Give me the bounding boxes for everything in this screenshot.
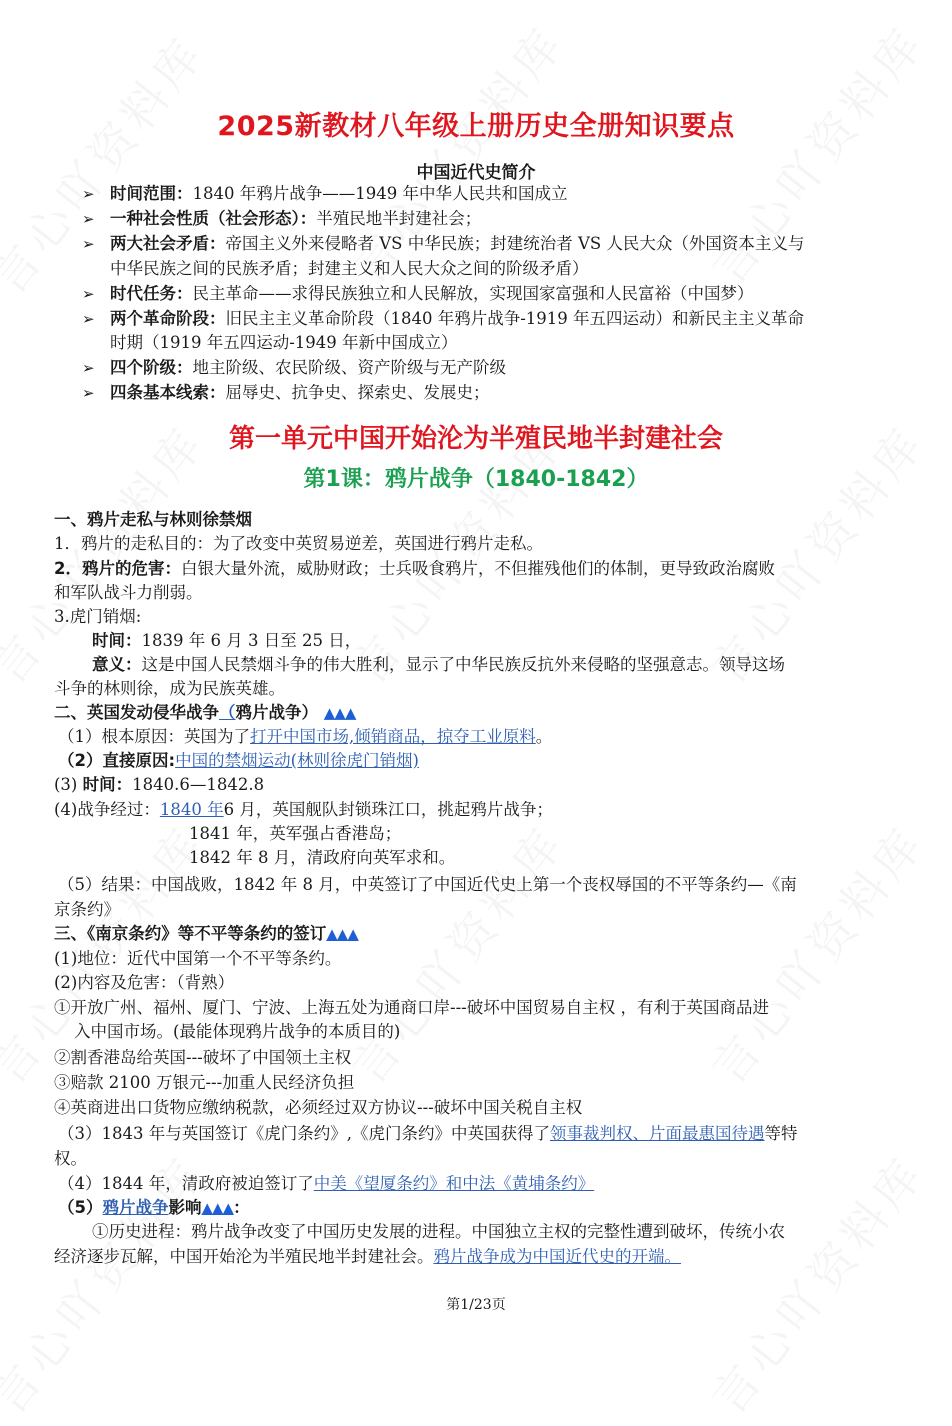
heading-text: 三、《南京条约》等不平等条约的签订	[54, 924, 327, 943]
text: 6 月，英国舰队封锁珠江口，挑起鸦片战争；	[223, 800, 553, 819]
bullet-label: 四条基本线索：	[110, 383, 226, 402]
intro-bullet	[82, 282, 754, 306]
paragraph	[58, 1196, 250, 1220]
bullet-label: 四个阶级：	[110, 358, 193, 377]
section-heading	[54, 701, 355, 725]
paragraph	[54, 798, 553, 822]
text: 1840.6—1842.8	[132, 775, 265, 794]
heading-link[interactable]: （	[219, 703, 236, 722]
link[interactable]: 领事裁判权、片面最惠国待遇	[549, 1124, 765, 1143]
bullet-text: 地主阶级、农民阶级、资产阶级与无产阶级	[192, 358, 506, 377]
text: (4)战争经过：	[54, 800, 160, 819]
paragraph: (2)内容及危害：（背熟）	[54, 973, 235, 992]
bullet-text: 1840 年鸦片战争——1949 年中华人民共和国成立	[192, 184, 568, 203]
bullet-text: 民主革命——求得民族独立和人民解放，实现国家富强和人民富裕（中国梦）	[192, 284, 754, 303]
paragraph: 1．鸦片的走私目的：为了改变中英贸易逆差，英国进行鸦片走私。	[54, 534, 543, 553]
link[interactable]: 中美《望厦条约》和中法《黄埔条约》	[313, 1174, 595, 1193]
lesson-title: 第1课：鸦片战争（1840-1842）	[303, 467, 649, 492]
paragraph	[54, 773, 264, 797]
text: 1839 年 6 月 3 日至 25 日，	[141, 631, 362, 650]
list-item: ②割香港岛给英国---破坏了中国领土主权	[54, 1048, 352, 1067]
label: 2．鸦片的危害：	[54, 559, 181, 578]
link[interactable]: 1840 年	[159, 800, 224, 819]
arrowhead-bullet-icon: ➢	[82, 359, 95, 377]
link[interactable]: 鸦片战争	[102, 1198, 169, 1217]
link[interactable]: 打开中国市场,倾销商品，掠夺工业原料	[250, 727, 536, 746]
arrowhead-bullet-icon: ➢	[82, 384, 95, 402]
paragraph	[54, 557, 775, 581]
paragraph: ①历史进程：鸦片战争改变了中国历史发展的进程。中国独立主权的完整性遭到破坏，传统小农	[92, 1222, 785, 1241]
paragraph-continuation: 和军队战斗力削弱。	[54, 583, 203, 602]
bullet-continuation: 中华民族之间的民族矛盾；封建主义和人民大众之间的阶级矛盾）	[110, 259, 589, 278]
bullet-text: 屈辱史、抗争史、探索史、发展史；	[225, 383, 490, 402]
label: （2）直接原因:	[58, 751, 176, 770]
paragraph	[92, 629, 361, 653]
intro-bullet	[82, 381, 490, 405]
label: 时间：	[82, 775, 133, 794]
paragraph	[58, 725, 552, 749]
paragraph-continuation: 京条约》	[54, 900, 120, 919]
importance-triangles-icon: ▲▲▲	[326, 925, 358, 943]
link[interactable]: 中国的禁烟运动(林则徐虎门销烟)	[175, 751, 419, 770]
main-title: 2025新教材八年级上册历史全册知识要点	[217, 111, 735, 142]
importance-triangles-icon: ▲▲▲	[201, 1199, 234, 1217]
paragraph	[58, 1172, 594, 1196]
paragraph: (1)地位：近代中国第一个不平等条约。	[54, 949, 342, 968]
heading-text: 鸦片战争）	[235, 703, 318, 722]
intro-title: 中国近代史简介	[416, 163, 536, 183]
bullet-label: 两个革命阶段：	[110, 309, 226, 328]
section-heading	[54, 922, 358, 946]
bullet-text: 帝国主义外来侵略者 VS 中华民族；封建统治者 VS 人民大众（外国资本主义与	[225, 234, 805, 253]
paragraph	[92, 653, 785, 677]
arrowhead-bullet-icon: ➢	[82, 185, 95, 203]
label: 意义：	[92, 655, 142, 674]
paragraph: （5）结果：中国战败，1842 年 8 月，中英签订了中国近代史上第一个丧权辱国的不平等条约—《南	[58, 875, 797, 894]
paragraph: 3.虎门销烟:	[54, 607, 142, 626]
list-item: ①开放广州、福州、厦门、宁波、上海五处为通商口岸---破坏中国贸易自主权 ，有利于英国商品进	[54, 998, 769, 1017]
paragraph	[58, 749, 419, 773]
page-number: 第1/23页	[446, 1297, 506, 1313]
arrowhead-bullet-icon: ➢	[82, 210, 95, 228]
text: 经济逐步瓦解，中国开始沦为半殖民地半封建社会。	[54, 1247, 434, 1266]
text: （4）1844 年，清政府被迫签订了	[58, 1174, 314, 1193]
intro-bullet	[82, 307, 804, 331]
bullet-label: 两大社会矛盾：	[110, 234, 226, 253]
text: 这是中国人民禁烟斗争的伟大胜利，显示了中华民族反抗外来侵略的坚强意志。领导这场	[141, 655, 785, 674]
unit-title: 第一单元中国开始沦为半殖民地半封建社会	[228, 424, 723, 454]
bullet-label: 时代任务：	[110, 284, 193, 303]
text: 。	[535, 727, 553, 746]
intro-bullet	[82, 232, 804, 256]
arrowhead-bullet-icon: ➢	[82, 235, 95, 253]
bullet-text: 旧民主主义革命阶段（1840 年鸦片战争-1919 年五四运动）和新民主主义革命	[225, 309, 805, 328]
text: (3)	[54, 775, 83, 794]
bullet-label: 时间范围：	[110, 184, 193, 203]
text: 白银大量外流，威胁财政；士兵吸食鸦片，不但摧残他们的体制，更导致政治腐败	[180, 559, 775, 578]
paragraph: 1842 年 8 月，清政府向英军求和。	[189, 848, 456, 867]
list-item: ③赔款 2100 万银元---加重人民经济负担	[54, 1073, 355, 1092]
paragraph-continuation: 权。	[54, 1149, 87, 1168]
paragraph	[54, 1245, 681, 1269]
label: （5）	[58, 1198, 103, 1217]
bullet-label: 一种社会性质（社会形态）：	[110, 209, 317, 228]
importance-triangles-icon: ▲▲▲	[323, 704, 356, 722]
link[interactable]: 鸦片战争成为中国近代史的开端。	[433, 1247, 681, 1266]
label: 影响	[168, 1198, 202, 1217]
text: （3）1843 年与英国签订《虎门条约》,《虎门条约》中英国获得了	[58, 1124, 550, 1143]
paragraph-continuation: 斗争的林则徐，成为民族英雄。	[54, 679, 285, 698]
intro-bullet	[82, 356, 506, 380]
paragraph: 1841 年，英军强占香港岛；	[189, 824, 402, 843]
intro-bullet	[82, 207, 481, 231]
text: （1）根本原因：英国为了	[58, 727, 250, 746]
section-heading: 一、鸦片走私与林则徐禁烟	[54, 510, 252, 529]
paragraph	[58, 1122, 797, 1146]
intro-bullet	[82, 182, 567, 206]
list-item: ④英商进出口货物应缴纳税款，必须经过双方协议---破坏中国关税自主权	[54, 1098, 583, 1117]
text: ：	[233, 1198, 250, 1217]
bullet-continuation: 时期（1919 年五四运动-1949 年新中国成立）	[110, 333, 458, 352]
heading-text: 二、英国发动侵华战争	[54, 703, 219, 722]
text: 等特	[764, 1124, 798, 1143]
label: 时间：	[92, 631, 142, 650]
list-item-continuation: 入中国市场。(最能体现鸦片战争的本质目的)	[74, 1022, 401, 1041]
bullet-text: 半殖民地半封建社会；	[316, 209, 482, 228]
arrowhead-bullet-icon: ➢	[82, 285, 95, 303]
arrowhead-bullet-icon: ➢	[82, 310, 95, 328]
